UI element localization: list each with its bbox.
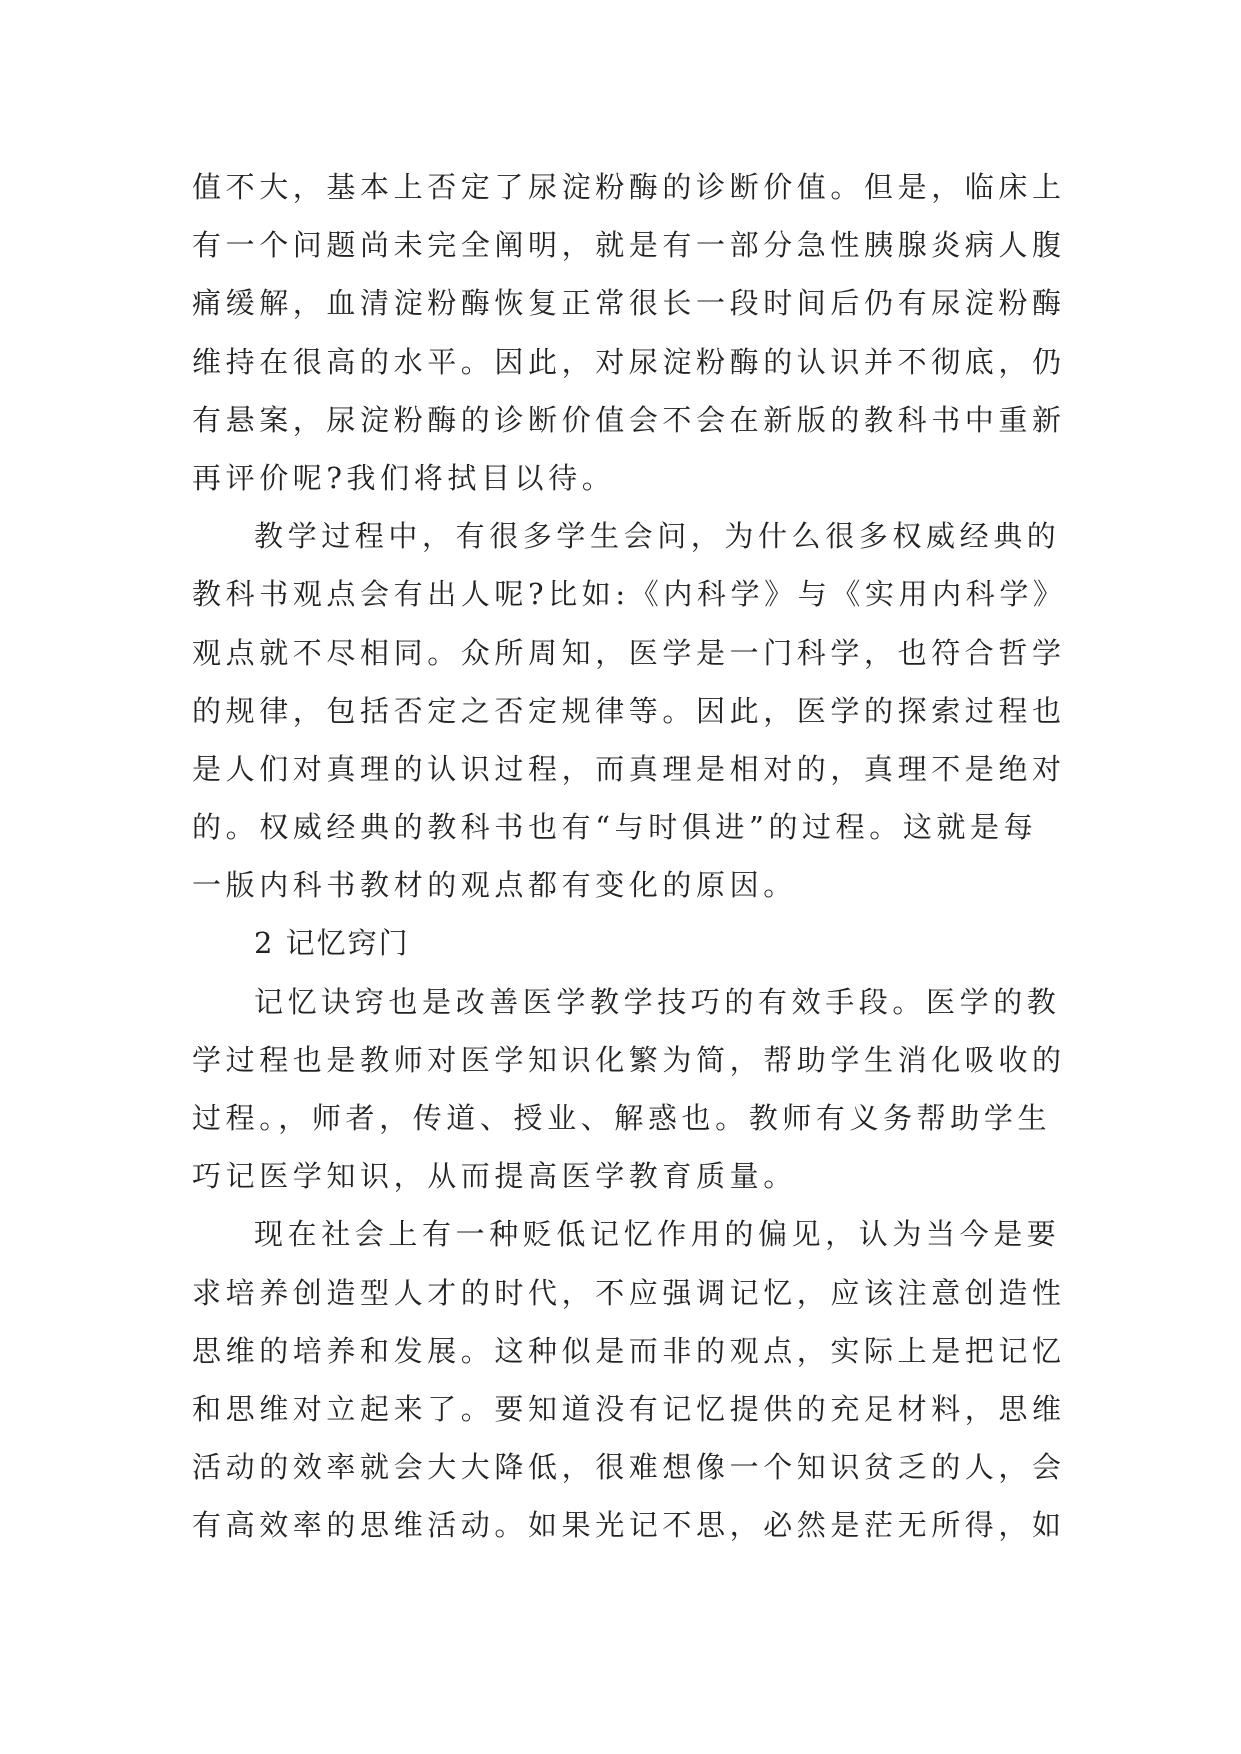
- text-line: 巧记医学知识，从而提高医学教育质量。: [192, 1159, 797, 1194]
- text-line: 求培养创造型人才的时代，不应强调记忆，应该注意创造性: [192, 1275, 1066, 1310]
- text-line: 维持在很高的水平。因此，对尿淀粉酶的认识并不彻底，仍: [192, 344, 1066, 379]
- text-line: 思维的培养和发展。这种似是而非的观点，实际上是把记忆: [192, 1333, 1066, 1368]
- body-text: [192, 158, 1067, 1555]
- text-line: 再评价呢?我们将拭目以待。: [192, 460, 616, 495]
- paragraph-first-line: 教学过程中，有很多学生会问，为什么很多权威经典的: [254, 519, 1061, 554]
- paragraph-first-line: 现在社会上有一种贬低记忆作用的偏见，认为当今是要: [254, 1217, 1061, 1252]
- text-line: 的规律，包括否定之否定规律等。因此，医学的探索过程也: [192, 693, 1066, 728]
- text-line: 活动的效率就会大大降低，很难想像一个知识贫乏的人，会: [192, 1450, 1066, 1485]
- text-line: 过程。，师者，传道、授业、解惑也。教师有义务帮助学生: [192, 1101, 1052, 1135]
- text-line: 学过程也是教师对医学知识化繁为简，帮助学生消化吸收的: [192, 1042, 1066, 1077]
- text-line: 有高效率的思维活动。如果光记不思，必然是茫无所得，如: [192, 1508, 1066, 1543]
- section-heading: 2 记忆窍门: [254, 926, 410, 961]
- paragraph-first-line: 记忆诀窍也是改善医学教学技巧的有效手段。医学的教: [254, 984, 1061, 1019]
- text-line: 观点就不尽相同。众所周知，医学是一门科学，也符合哲学: [192, 635, 1066, 670]
- text-line: 教科书观点会有出人呢?比如:《内科学》与《实用内科学》: [192, 577, 1067, 612]
- text-line: 和思维对立起来了。要知道没有记忆提供的充足材料，思维: [192, 1391, 1066, 1426]
- text-line: 痛缓解，血清淀粉酶恢复正常很长一段时间后仍有尿淀粉酶: [192, 286, 1066, 321]
- text-line: 是人们对真理的认识过程，而真理是相对的，真理不是绝对: [192, 751, 1066, 786]
- text-line: 有悬案，尿淀粉酶的诊断价值会不会在新版的教科书中重新: [192, 402, 1066, 437]
- text-line: 的。权威经典的教科书也有“与时俱进”的过程。这就是每: [192, 810, 1038, 845]
- text-line: 一版内科书教材的观点都有变化的原因。: [192, 868, 797, 903]
- text-line: 有一个问题尚未完全阐明，就是有一部分急性胰腺炎病人腹: [192, 228, 1066, 263]
- text-line: 值不大，基本上否定了尿淀粉酶的诊断价值。但是，临床上: [192, 170, 1066, 204]
